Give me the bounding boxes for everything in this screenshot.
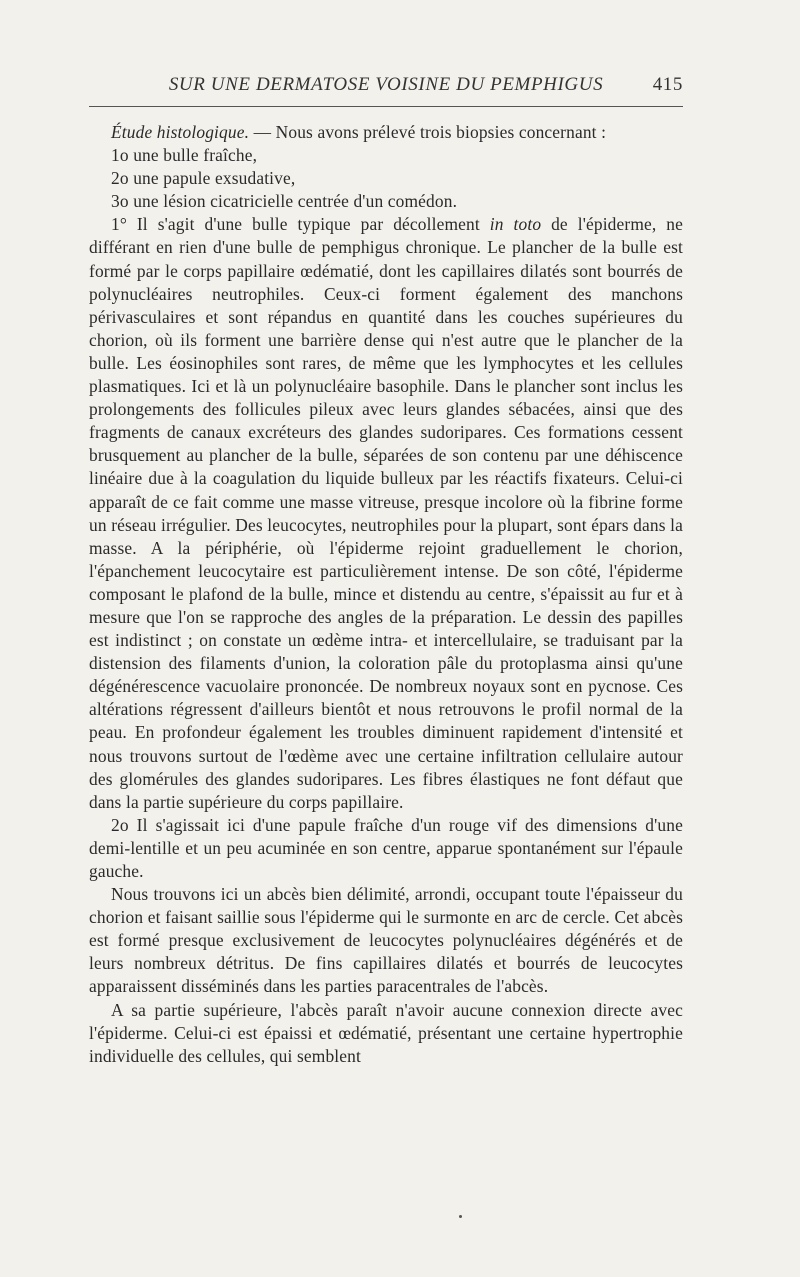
paragraph-3: Nous trouvons ici un abcès bien délimité, arrondi, occupant toute l'épaisseur du chorion et faisant saillie sous l'épiderme qui le surmonte en arc de cercle. Cet abcès est formé presque exclusivement de leucocytes polynucléaires dégénérés et de leurs nombreux détritus. De fins capillaires dilatés et bourrés de leucocytes apparaissent disséminés dans les parties paracentrales de l'abcès. (89, 884, 683, 997)
paragraph-1-rest: de l'épiderme, ne différant en rien d'une bulle de pemphigus chronique. Le plancher de la bulle est formé par le corps papillaire œdématié, dont les capillaires dilatés sont bourrés de polynucléaires neutrophiles. Ceux-ci forment également des manchons périvasculaires et sont répandus en quantité dans les couches supérieures du chorion, où ils forment une barrière dense qui n'est autre que le plancher de la bulle. Les éosinophiles sont rares, de même que les lymphocytes et les cellules plasmatiques. Ici et là un polynucléaire basophile. Dans le plancher sont inclus les prolongements des follicules pileux avec leurs glandes sébacées, ainsi que des fragments de canaux excréteurs des glandes sudoripares. Ces formations cessent brusquement au plancher de la bulle, séparées de son contenu par une déhiscence linéaire due à la coagulation du liquide bulleux par les réactifs fixateurs. Celui-ci apparaît de ce fait comme une masse vitreuse, presque incolore où la fibrine forme un réseau irrégulier. Des leucocytes, neutrophiles pour la plupart, sont épars dans la masse. A la périphérie, où l'épiderme rejoint graduellement le chorion, l'épanchement leucocytaire est particulièrement intense. De son côté, l'épiderme composant le plafond de la bulle, mince et distendu au centre, s'épaissit au fur et à mesure que l'on se rapproche des angles de la préparation. Le dessin des papilles est indistinct ; on constate un œdème intra- et intercellulaire, se traduisant par la distension des filaments d'union, la coloration pâle du protoplasma ainsi qu'une dégénérescence vacuolaire prononcée. De nombreux noyaux sont en pycnose. Ces altérations régressent d'ailleurs bientôt et nous retrouvons le profil normal de la peau. En profondeur également les troubles diminuent rapidement d'intensité et nous trouvons surtout de l'œdème avec une certaine infiltration cellulaire autour des glomérules des glandes sudoripares. Les fibres élastiques ne font défaut que dans la partie supérieure du corps papillaire. (89, 214, 683, 812)
book-page (89, 70, 683, 1068)
paragraph-4: A sa partie supérieure, l'abcès paraît n'avoir aucune connexion directe avec l'épiderme. Celui-ci est épaissi et œdématié, présentant une certaine hypertrophie individuelle des cellules, qui semblent (89, 999, 683, 1066)
list-item: 3o une lésion cicatricielle centrée d'un comédon. (111, 191, 458, 212)
body-text (89, 121, 683, 1068)
intro-paragraph (89, 121, 683, 144)
running-title: SUR UNE DERMATOSE VOISINE DU PEMPHIGUS (168, 74, 604, 95)
paragraph-1-start: 1° Il s'agit d'une bulle typique par décollement (111, 214, 490, 235)
page-number: 415 (652, 74, 683, 95)
italic-phrase: in toto (489, 214, 542, 235)
section-heading: Étude histologique. (111, 122, 250, 142)
running-head (89, 70, 683, 100)
header-rule (89, 106, 683, 107)
list-item: 2o une papule exsudative, (111, 168, 296, 189)
print-speck (459, 1215, 462, 1218)
paragraph-2: 2o Il s'agissait ici d'une papule fraîche d'un rouge vif des dimensions d'une demi-lentille et un peu acuminée en son centre, apparue spontanément sur l'épaule gauche. (89, 814, 683, 881)
paragraph-1 (89, 213, 683, 813)
list-item: 1o une bulle fraîche, (111, 145, 258, 166)
intro-text: — Nous avons prélevé trois biopsies concernant : (249, 122, 607, 142)
